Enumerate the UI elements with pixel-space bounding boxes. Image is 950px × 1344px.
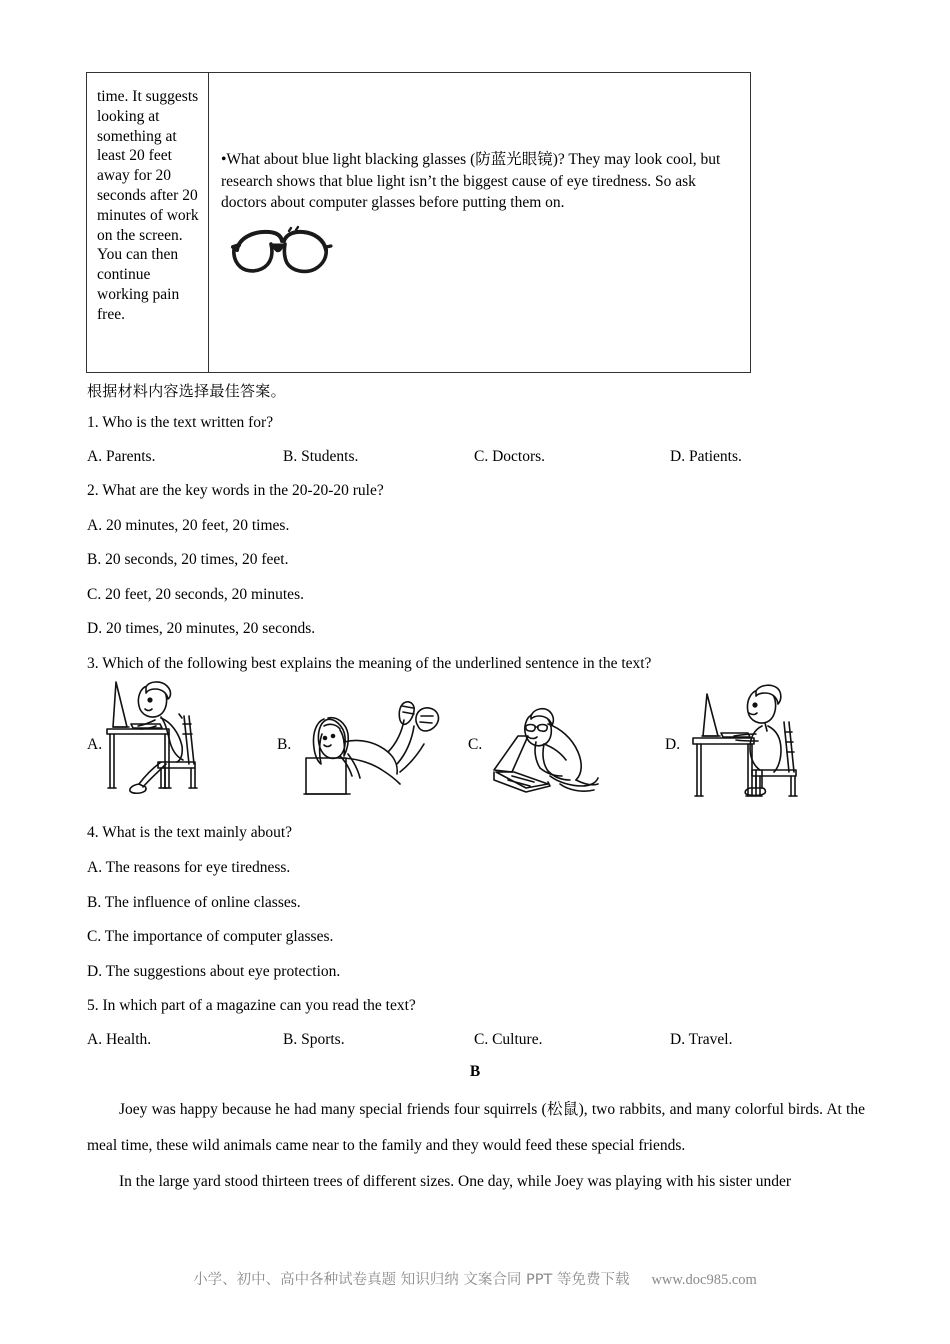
person-slouching-at-desk-with-monitor-icon	[103, 676, 223, 811]
option-3a-label: A.	[87, 736, 103, 753]
option-3c-label: C.	[468, 736, 483, 753]
question-3-stem: 3. Which of the following best explains the meaning of the underlined sentence in the text?	[87, 655, 652, 672]
option-4b[interactable]: B. The influence of online classes.	[87, 894, 301, 911]
option-3d-label: D.	[665, 736, 681, 753]
footer-url[interactable]: www.doc985.com	[651, 1272, 757, 1288]
option-1b[interactable]: B. Students.	[283, 448, 359, 465]
question-1-options	[0, 448, 950, 470]
chinese-instruction: 根据材料内容选择最佳答案。	[87, 382, 286, 400]
option-2a[interactable]: A. 20 minutes, 20 feet, 20 times.	[87, 517, 290, 534]
question-5-stem: 5. In which part of a magazine can you read the text?	[87, 997, 416, 1014]
option-4c[interactable]: C. The importance of computer glasses.	[87, 928, 334, 945]
table-cell-right-text: •What about blue light blacking glasses (防蓝光眼镜)? They may look cool, but research shows that blue light isn’t the biggest cause of eye tiredness. So ask doctors about computer glasses before putting them on.	[221, 151, 721, 211]
section-b-paragraph-2: In the large yard stood thirteen trees of different sizes. One day, while Joey was playing with his sister under	[119, 1173, 792, 1190]
question-2-stem: 2. What are the key words in the 20-20-20 rule?	[87, 482, 384, 499]
question-3-picture-options	[0, 676, 950, 806]
table-cell-left: time. It suggests looking at something at least 20 feet away for 20 seconds after 20 minutes of work on the screen. You can then continue working pain free.	[87, 73, 209, 372]
option-4a[interactable]: A. The reasons for eye tiredness.	[87, 859, 291, 876]
picture-option-c[interactable]	[466, 676, 666, 806]
option-2c[interactable]: C. 20 feet, 20 seconds, 20 minutes.	[87, 586, 304, 603]
girl-lying-on-floor-with-laptop-icon	[300, 676, 450, 811]
option-1c[interactable]: C. Doctors.	[474, 448, 546, 465]
option-5c[interactable]: C. Culture.	[474, 1031, 543, 1048]
question-4-stem: 4. What is the text mainly about?	[87, 824, 293, 841]
option-2b[interactable]: B. 20 seconds, 20 times, 20 feet.	[87, 551, 289, 568]
eyeglasses-icon	[227, 223, 337, 285]
option-1d[interactable]: D. Patients.	[670, 448, 742, 465]
option-5a[interactable]: A. Health.	[87, 1031, 152, 1048]
section-b-heading: B	[469, 1063, 481, 1080]
picture-option-b[interactable]	[275, 676, 475, 806]
option-5b[interactable]: B. Sports.	[283, 1031, 345, 1048]
picture-option-a[interactable]	[85, 676, 285, 806]
boy-sitting-upright-at-desk-with-monitor-icon	[688, 676, 813, 811]
section-b-paragraph-1: Joey was happy because he had many special friends four squirrels (松鼠), two rabbits, and many colorful birds. At the meal time, these wild animals came near to the family and they would feed these special friends.	[87, 1101, 865, 1154]
option-4d[interactable]: D. The suggestions about eye protection.	[87, 963, 341, 980]
footer-text: 小学、初中、高中各种试卷真题 知识归纳 文案合同 PPT 等免费下载	[193, 1272, 630, 1288]
reading-passage-table	[86, 72, 751, 373]
picture-option-d[interactable]	[655, 676, 855, 806]
option-3b-label: B.	[277, 736, 292, 753]
page-footer	[0, 1268, 950, 1289]
option-2d[interactable]: D. 20 times, 20 minutes, 20 seconds.	[87, 620, 316, 637]
man-sitting-cross-legged-with-laptop-icon	[488, 676, 628, 811]
question-1-stem: 1. Who is the text written for?	[87, 414, 274, 431]
option-1a[interactable]: A. Parents.	[87, 448, 156, 465]
question-5-options	[0, 1031, 950, 1053]
option-5d[interactable]: D. Travel.	[670, 1031, 733, 1048]
table-cell-right	[209, 73, 750, 372]
